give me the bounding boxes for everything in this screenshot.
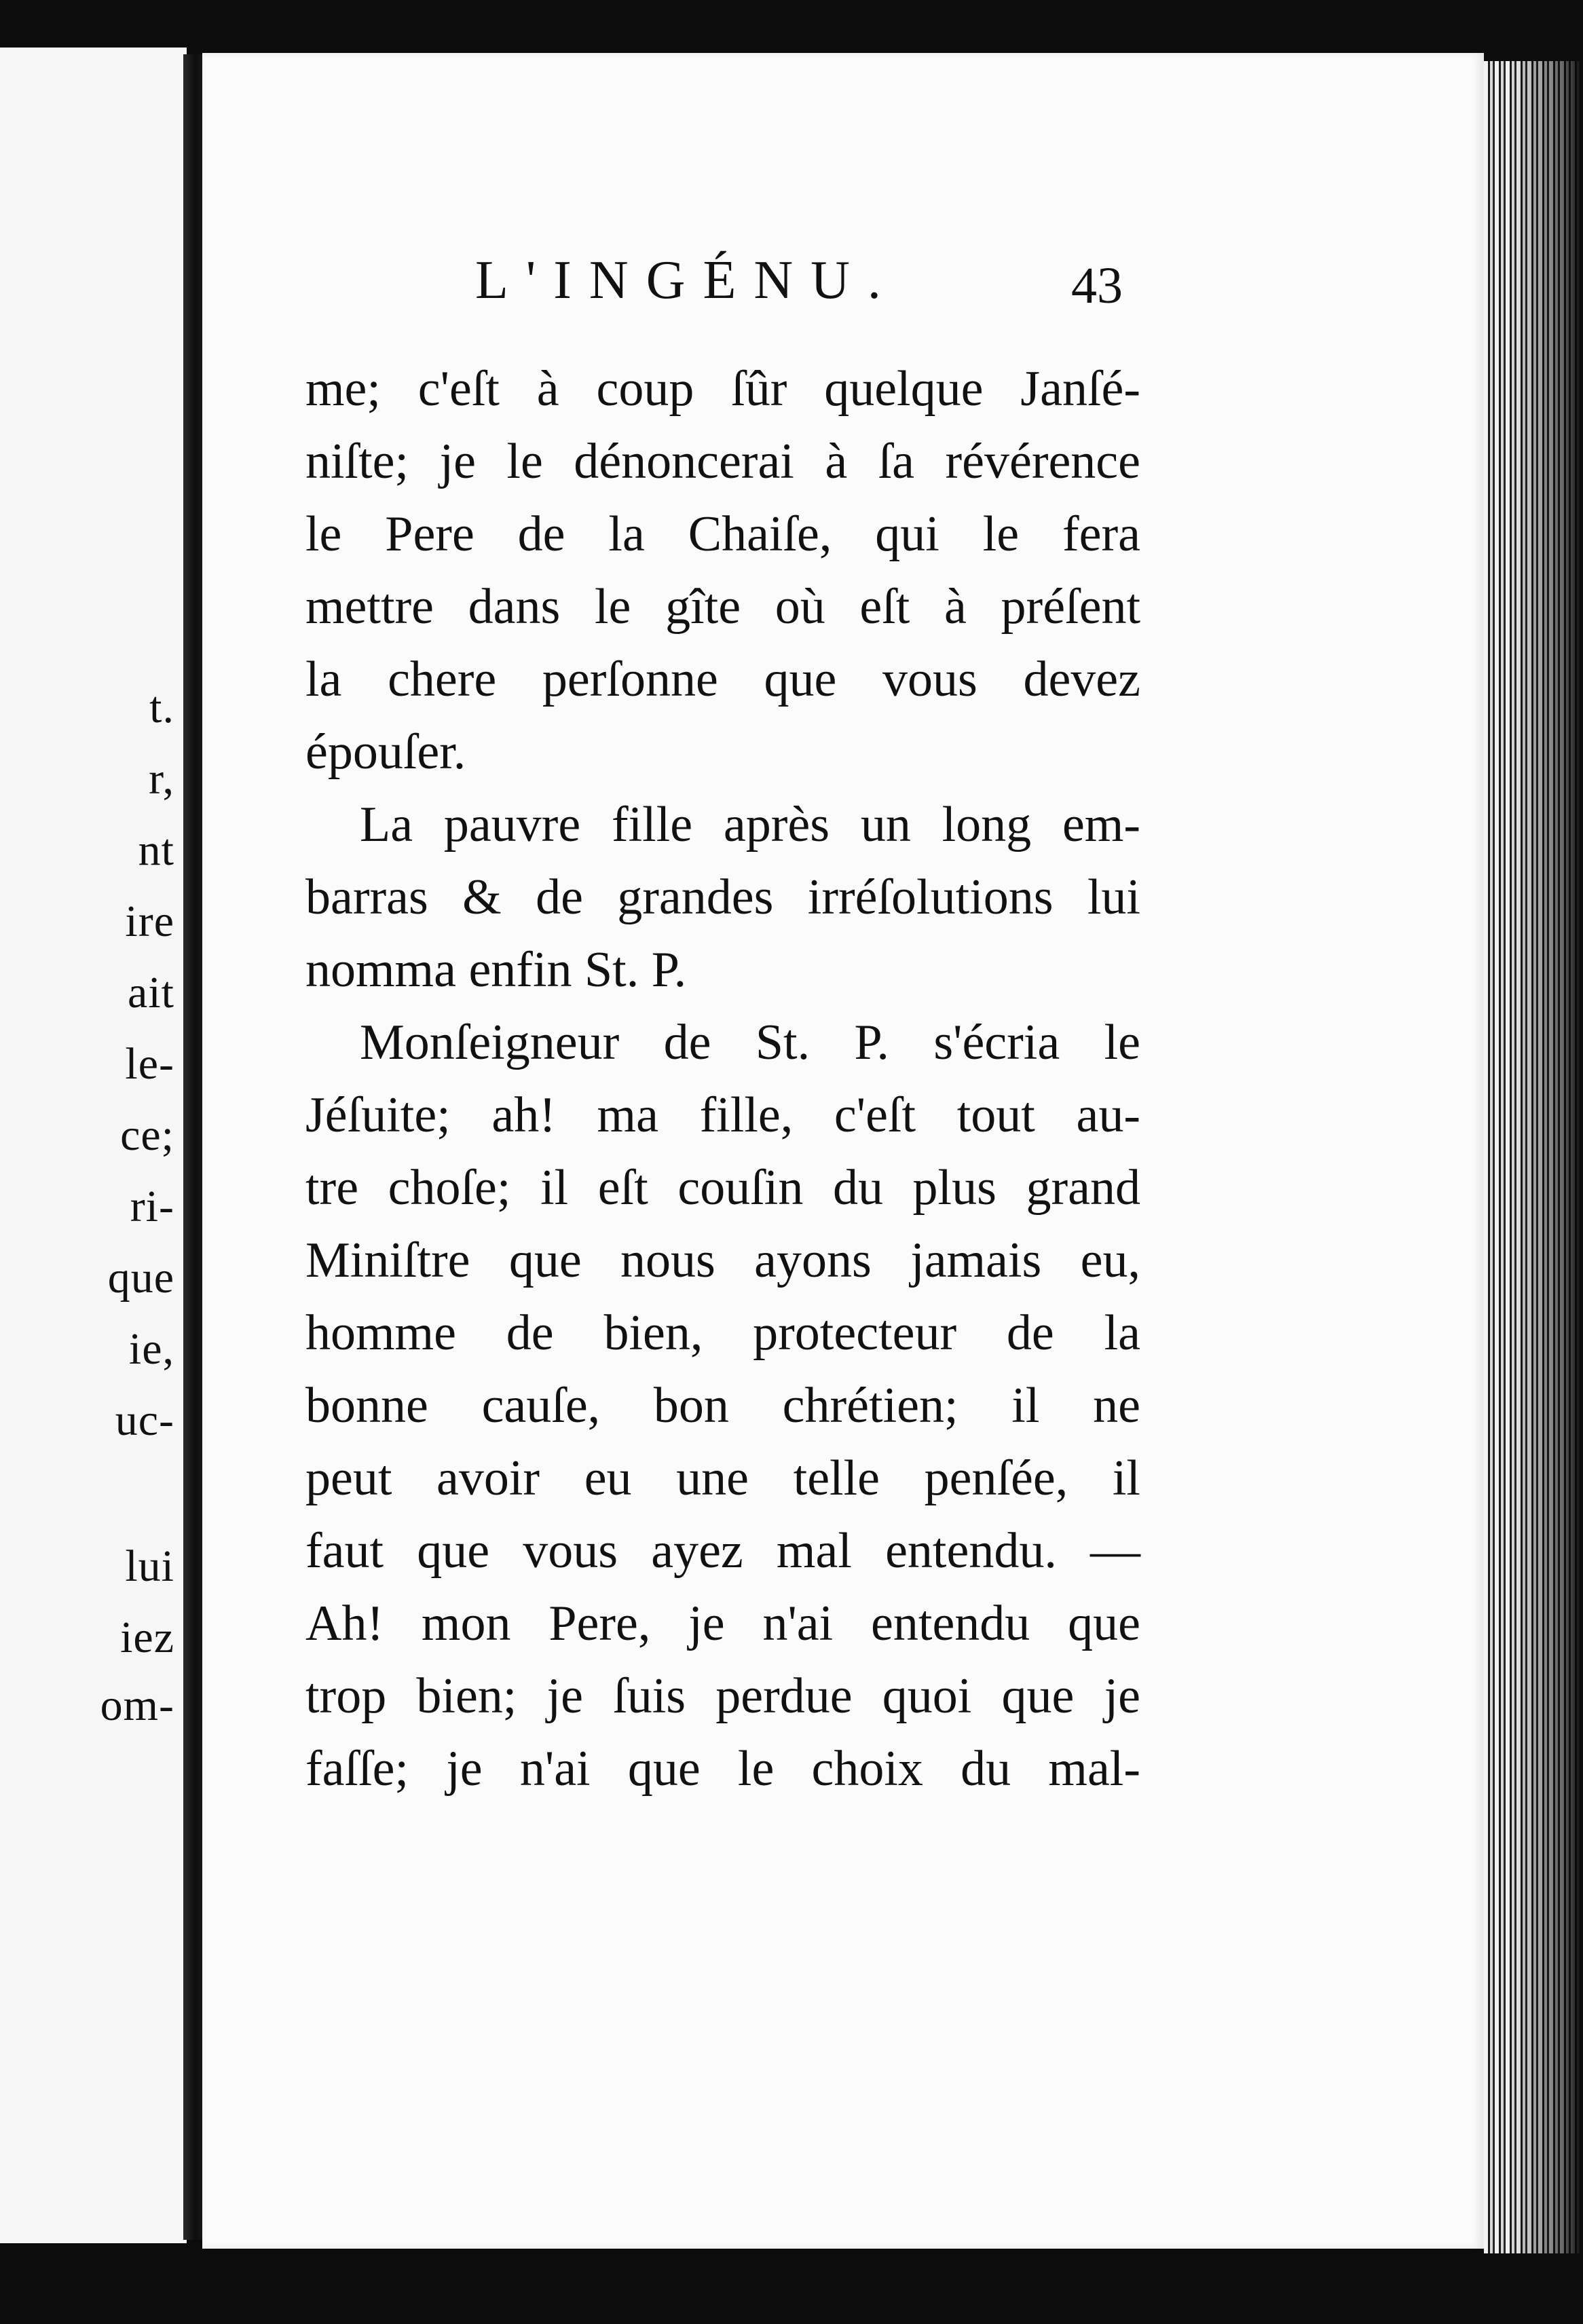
left-page-fragment-text: nt xyxy=(138,825,174,875)
text-line: peut avoir eu une telle penſée, il xyxy=(305,1450,1140,1506)
text-line: le Pere de la Chaiſe, qui le fera xyxy=(305,506,1140,562)
left-page-fragment-text: iez xyxy=(120,1613,174,1662)
text-line: nomma enfin St. P. xyxy=(305,942,687,998)
text-line: me; c'eſt à coup ſûr quelque Janſé- xyxy=(305,361,1140,417)
left-page-fragment-text: ait xyxy=(128,968,174,1017)
left-page-fragment-text: r, xyxy=(149,754,174,804)
text-line: bonne cauſe, bon chrétien; il ne xyxy=(305,1378,1140,1433)
text-line: trop bien; je ſuis perdue quoi que je xyxy=(305,1668,1140,1724)
text-line: tre choſe; il eſt couſin du plus grand xyxy=(305,1160,1140,1216)
left-page-fragment-text: ri- xyxy=(130,1182,174,1231)
running-title: L'INGÉNU. xyxy=(475,250,899,310)
left-page-fragment-text: ie, xyxy=(128,1324,174,1374)
text-line: épouſer. xyxy=(305,724,466,780)
text-line: homme de bien, protecteur de la xyxy=(305,1305,1140,1361)
left-page-fragment-text: le- xyxy=(125,1039,174,1089)
left-page-fragment-text: ce; xyxy=(120,1110,174,1160)
text-line: faut que vous ayez mal entendu. — xyxy=(305,1523,1140,1579)
left-page-fragment xyxy=(0,48,187,2243)
page-fore-edge xyxy=(1484,61,1583,2253)
text-line: mettre dans le gîte où eſt à préſent xyxy=(305,579,1140,635)
page-header xyxy=(475,250,1140,318)
text-line: faſſe; je n'ai que le choix du mal- xyxy=(305,1741,1140,1797)
text-line: la chere perſonne que vous devez xyxy=(305,652,1140,707)
left-page-fragment-text: om- xyxy=(100,1681,174,1730)
page-number: 43 xyxy=(1071,257,1123,314)
left-page-fragment-text: que xyxy=(107,1253,174,1302)
text-line: La pauvre fille après un long em- xyxy=(360,797,1140,852)
text-line: Ah! mon Pere, je n'ai entendu que xyxy=(305,1596,1140,1651)
text-line: Monſeigneur de St. P. s'écria le xyxy=(360,1015,1140,1070)
body-text xyxy=(305,353,1140,1805)
left-page-fragment-text: ire xyxy=(125,897,174,946)
text-line: Miniſtre que nous ayons jamais eu, xyxy=(305,1233,1140,1288)
text-line: barras & de grandes irréſolutions lui xyxy=(305,869,1140,925)
text-line: Jéſuite; ah! ma fille, c'eſt tout au- xyxy=(305,1087,1140,1143)
left-page-fragment-text: uc- xyxy=(115,1395,174,1445)
book-gutter xyxy=(183,54,204,2240)
left-page-fragment-text: lui xyxy=(125,1541,174,1591)
text-line: niſte; je le dénoncerai à ſa révérence xyxy=(305,434,1140,489)
left-page-fragment-text: t. xyxy=(149,683,174,732)
